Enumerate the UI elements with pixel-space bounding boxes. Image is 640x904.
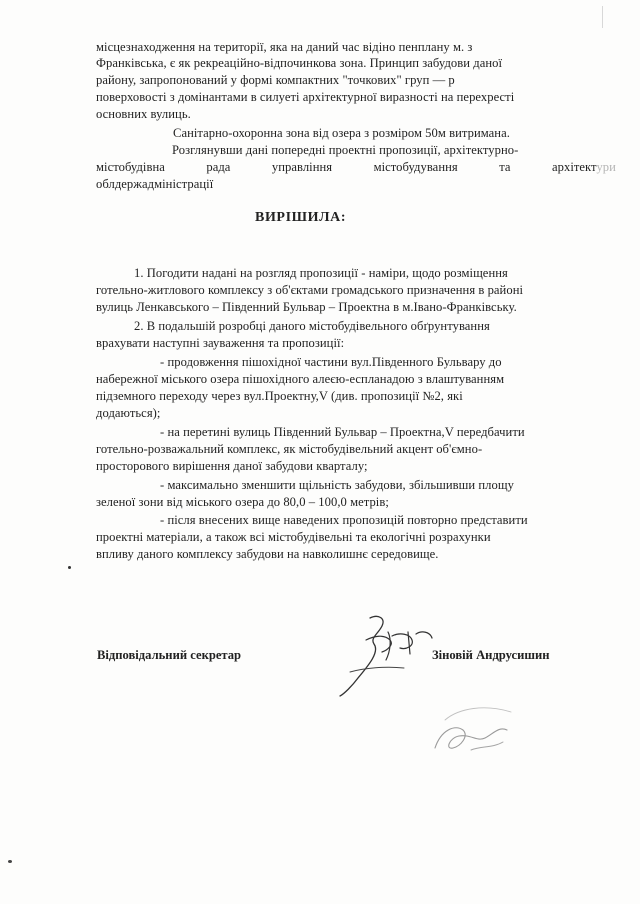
word: містобудування [373, 160, 458, 174]
review-line: Розглянувши дані попередні проектні пропозиції, архітектурно- [172, 143, 519, 157]
item2c-line: зеленої зони від міського озера до 80,0 – 100,0 метрів; [96, 495, 389, 509]
word: управління [271, 160, 333, 174]
signature-label: Відповідальний секретар [97, 648, 242, 662]
decision-heading: ВИРІШИЛА: [255, 210, 347, 225]
item2d-line: проектні матеріали, а також всі містобудівельні та екологічні розрахунки [96, 530, 491, 544]
word: та [499, 160, 511, 174]
item2a-line: набережної міського озера пішохідного алеєю-еспланадою з влаштуванням [96, 372, 505, 386]
text-line: поверховості з домінантами в силуеті архітектурної виразності на перехресті [96, 90, 515, 104]
item2a-line: додаються); [96, 406, 161, 420]
review-line-justified [96, 159, 616, 175]
item2b-line: - на перетині вулиць Південний Бульвар – Проектна,V передбачити [160, 425, 525, 439]
sanitary-zone-line: Санітарно-охоронна зона від озера з розміром 50м витримана. [173, 126, 510, 140]
item2d-line: - після внесених вище наведених пропозицій повторно представити [160, 513, 528, 527]
item1-line: готельно-житлового комплексу з об'єктами громадського призначення в районі [96, 283, 524, 297]
faint-initials-mark-icon [415, 690, 535, 770]
text-line: району, запропонований у формі компактних "точкових" груп — р [96, 73, 455, 87]
text-line: основних вулиць. [96, 107, 191, 121]
word: рада [206, 160, 231, 174]
item2a-line: - продовження пішохідної частини вул.Південного Бульвару до [160, 355, 502, 369]
item2b-line: просторового вирішення даної забудови кварталу; [96, 459, 368, 473]
text-line: місцезнаходження на території, яка на даний час відіно пенплану м. з [96, 40, 473, 54]
item2b-line: готельно-розважальний комплекс, як містобудівельний акцент об'ємно- [96, 442, 483, 456]
item2-line: 2. В подальшій розробці даного містобудівельного обґрунтування [134, 319, 490, 333]
review-line: облдержадміністрації [96, 177, 214, 191]
item2d-line: впливу даного комплексу забудови на навколишнє середовище. [96, 547, 439, 561]
item1-line: 1. Погодити надані на розгляд пропозиції - наміри, щодо розміщення [134, 266, 508, 280]
word: архітектури [551, 160, 616, 174]
item2-line: врахувати наступні зауваження та пропозиції: [96, 336, 345, 350]
item2a-line: підземного переходу через вул.Проектну,V (див. пропозиції №2, які [96, 389, 463, 403]
item1-line: вулиць Ленкавського – Південний Бульвар – Проектна в м.Івано-Франківську. [96, 300, 517, 314]
word: містобудівна [96, 160, 165, 174]
item2c-line: - максимально зменшити щільність забудови, збільшивши площу [160, 478, 514, 492]
scan-speck [8, 860, 12, 863]
handwritten-signature-icon [330, 610, 440, 700]
text-line: Франківська, є як рекреаційно-відпочинкова зона. Принцип забудови даної [96, 56, 503, 70]
signature-name: Зіновій Андрусишин [432, 648, 550, 662]
scan-edge-mark [602, 6, 603, 28]
faded-word-tail: ури [596, 160, 616, 174]
scan-speck [68, 566, 71, 569]
